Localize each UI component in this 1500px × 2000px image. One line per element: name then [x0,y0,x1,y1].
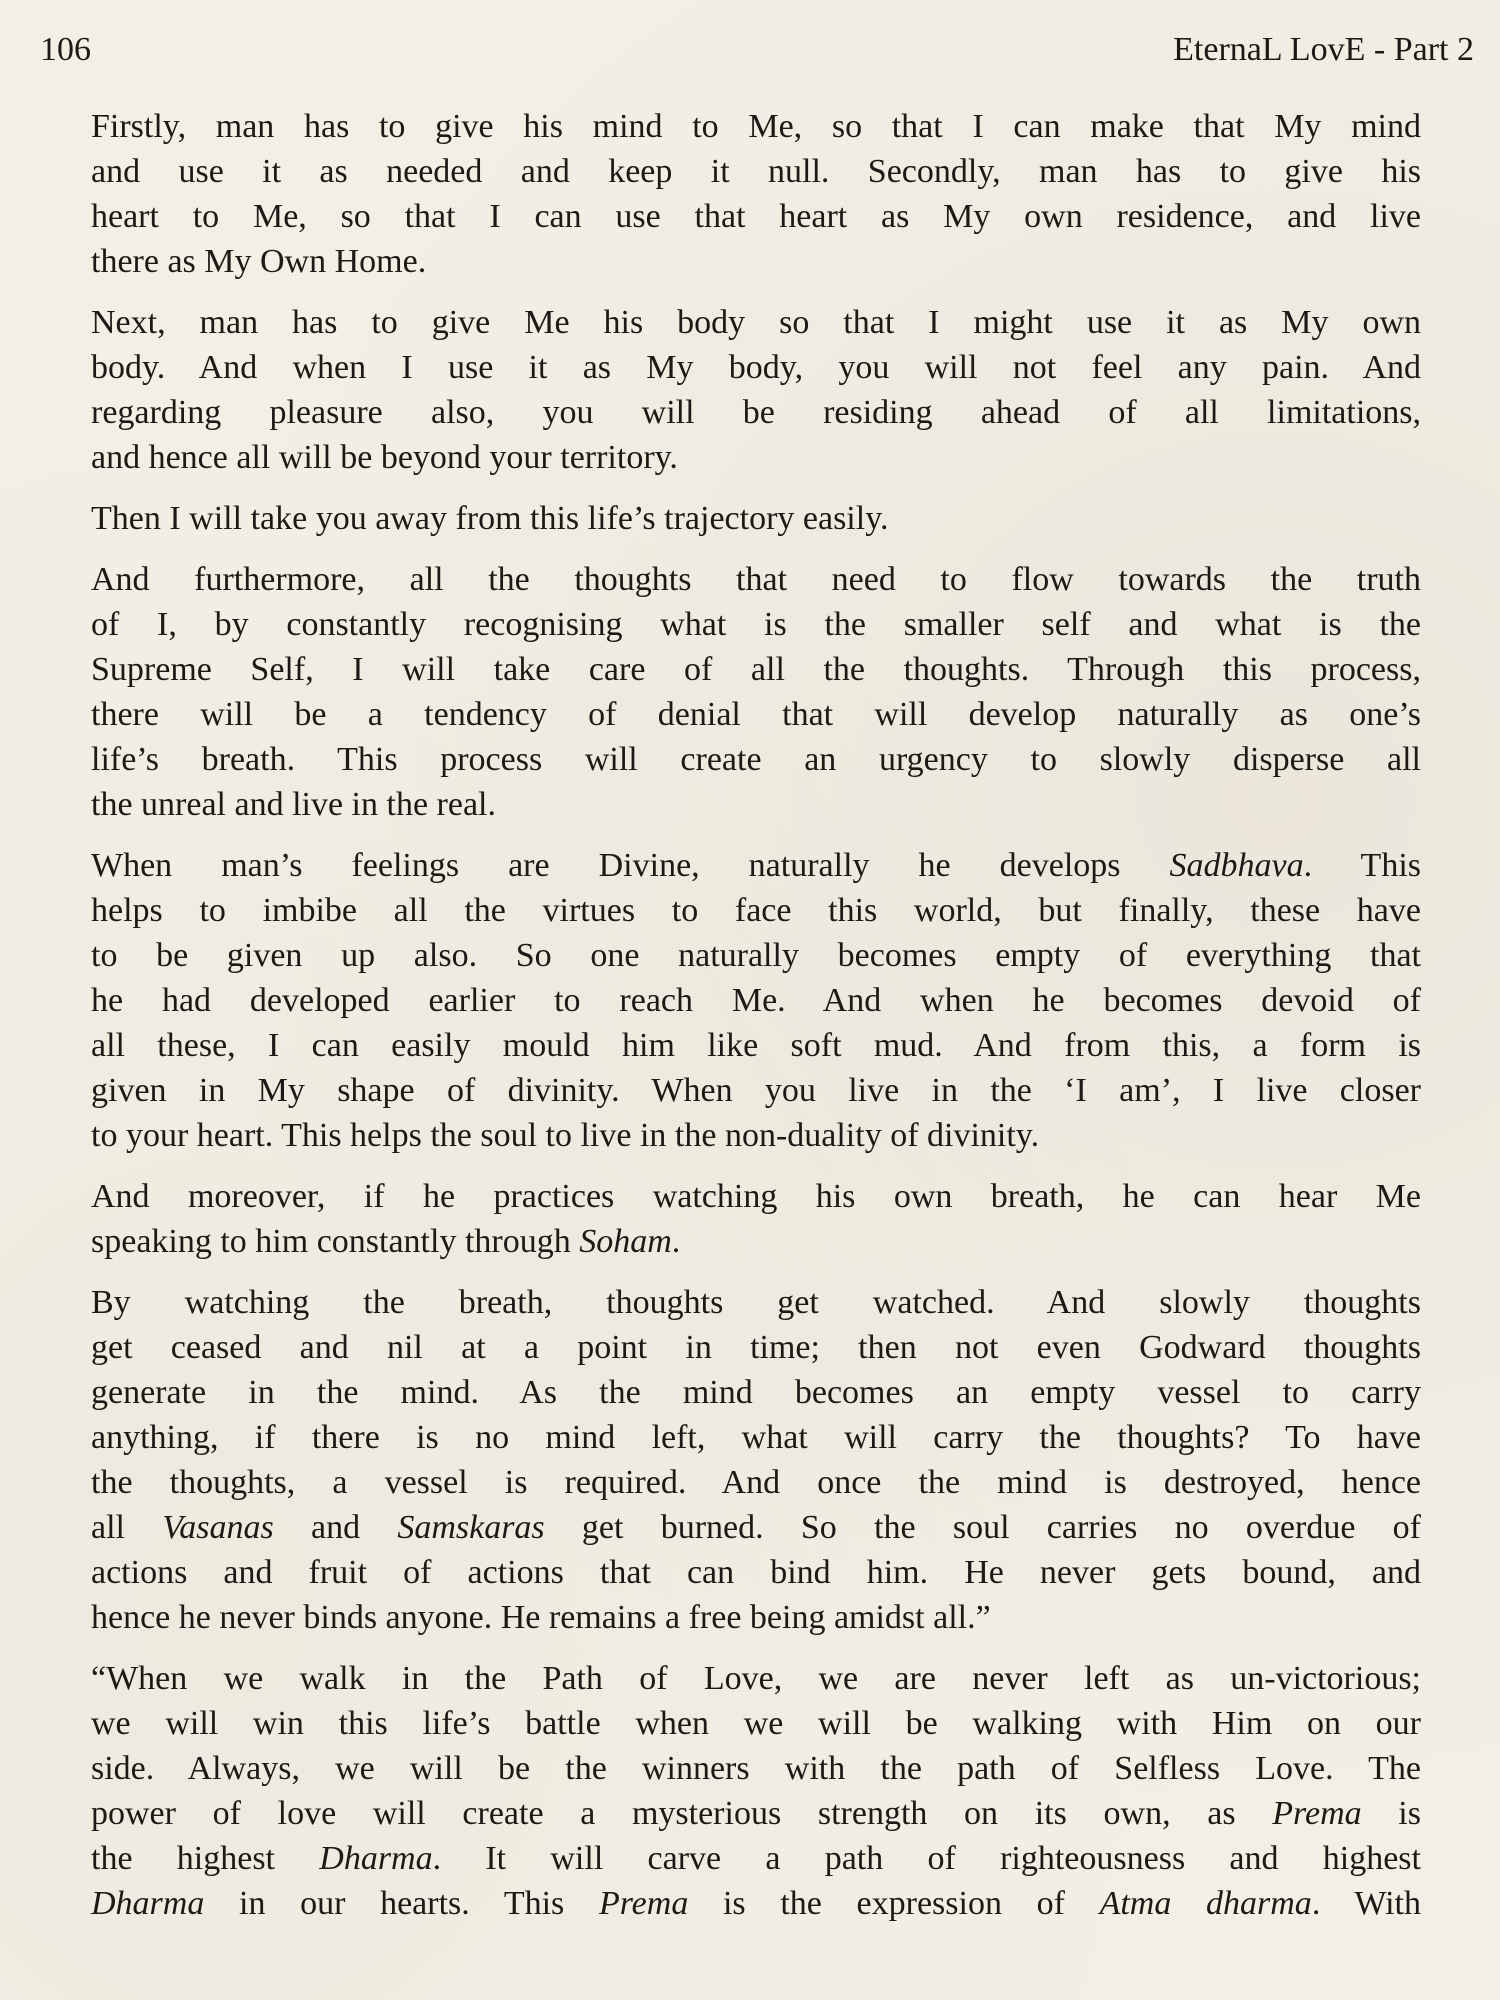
text-line: Firstly, man has to give his mind to Me, so that I can make that My mind [91,108,1421,145]
text-line: When man’s feelings are Divine, naturally he develops Sadbhava. This [91,847,1421,884]
page-header [40,28,1474,72]
text-line: all Vasanas and Samskaras get burned. So the soul carries no overdue of [91,1509,1421,1546]
text-line: get ceased and nil at a point in time; then not even Godward thoughts [91,1329,1421,1366]
paragraph [91,1280,1421,1640]
body-text [91,104,1421,1942]
text-line: Dharma in our hearts. This Prema is the expression of Atma dharma. With [91,1885,1421,1922]
text-line: the unreal and live in the real. [91,786,496,823]
italic-term: Soham [579,1223,672,1260]
text-line: helps to imbibe all the virtues to face this world, but finally, these have [91,892,1421,929]
text-line: body. And when I use it as My body, you will not feel any pain. And [91,349,1421,386]
page-number: 106 [40,31,91,68]
text-line: and use it as needed and keep it null. Secondly, man has to give his [91,153,1421,190]
text-line: the highest Dharma. It will carve a path of righteousness and highest [91,1840,1421,1877]
italic-term: Prema [598,1885,689,1922]
italic-term: Dharma [319,1840,433,1877]
text-line: and hence all will be beyond your territory. [91,439,678,476]
italic-term: Dharma [91,1885,205,1922]
text-line: there as My Own Home. [91,243,427,280]
text-line: heart to Me, so that I can use that heart as My own residence, and live [91,198,1421,235]
paragraph [91,1174,1421,1264]
text-line: hence he never binds anyone. He remains a free being amidst all.” [91,1599,991,1636]
italic-term: Atma dharma [1099,1885,1312,1922]
text-line: to your heart. This helps the soul to live in the non-duality of divinity. [91,1117,1040,1154]
text-line: speaking to him constantly through Soham. [91,1223,681,1260]
text-line: side. Always, we will be the winners with the path of Selfless Love. The [91,1750,1421,1787]
text-line: Then I will take you away from this life’s trajectory easily. [91,500,889,537]
text-line: By watching the breath, thoughts get watched. And slowly thoughts [91,1284,1421,1321]
text-line: Next, man has to give Me his body so that I might use it as My own [91,304,1421,341]
text-line: power of love will create a mysterious strength on its own, as Prema is [91,1795,1421,1832]
text-line: anything, if there is no mind left, what will carry the thoughts? To have [91,1419,1421,1456]
text-line: life’s breath. This process will create an urgency to slowly disperse all [91,741,1421,778]
paragraph [91,496,1421,541]
paragraph [91,557,1421,827]
paragraph [91,104,1421,284]
text-line: Supreme Self, I will take care of all the thoughts. Through this process, [91,651,1421,688]
italic-term: Prema [1272,1795,1362,1832]
paragraph [91,300,1421,480]
italic-term: Vasanas [162,1509,274,1546]
text-line: to be given up also. So one naturally becomes empty of everything that [91,937,1421,974]
text-line: “When we walk in the Path of Love, we are never left as un-victorious; [91,1660,1421,1697]
running-head: EternaL LovE - Part 2 [1173,31,1474,68]
text-line: the thoughts, a vessel is required. And once the mind is destroyed, hence [91,1464,1421,1501]
text-line: we will win this life’s battle when we will be walking with Him on our [91,1705,1421,1742]
text-line: actions and fruit of actions that can bind him. He never gets bound, and [91,1554,1421,1591]
text-line: given in My shape of divinity. When you live in the ‘I am’, I live closer [91,1072,1421,1109]
text-line: all these, I can easily mould him like soft mud. And from this, a form is [91,1027,1421,1064]
text-line: And moreover, if he practices watching his own breath, he can hear Me [91,1178,1421,1215]
paragraph [91,1656,1421,1926]
italic-term: Sadbhava [1169,847,1304,884]
text-line: generate in the mind. As the mind becomes an empty vessel to carry [91,1374,1421,1411]
text-line: of I, by constantly recognising what is the smaller self and what is the [91,606,1421,643]
text-line: regarding pleasure also, you will be residing ahead of all limitations, [91,394,1421,431]
paragraph [91,843,1421,1158]
italic-term: Samskaras [397,1509,545,1546]
text-line: And furthermore, all the thoughts that need to flow towards the truth [91,561,1421,598]
text-line: there will be a tendency of denial that will develop naturally as one’s [91,696,1421,733]
text-line: he had developed earlier to reach Me. And when he becomes devoid of [91,982,1421,1019]
